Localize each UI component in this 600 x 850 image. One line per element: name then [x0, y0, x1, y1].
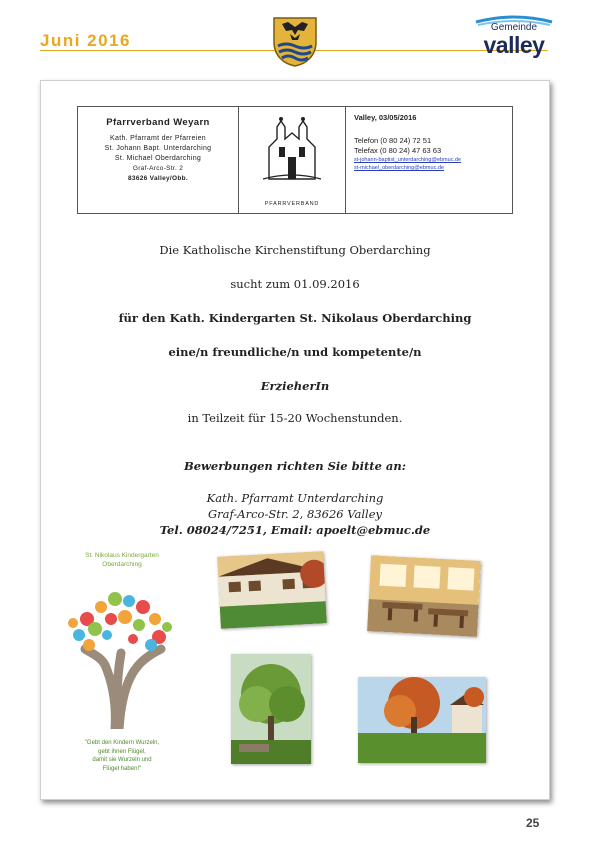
kindergarten-poster	[67, 551, 177, 787]
logo-gemeinde: Gemeinde	[490, 22, 538, 33]
poster-title: St. Nikolaus Kindergarten Oberdarching	[85, 552, 159, 568]
apply-address-1: Kath. Pfarramt Unterdarching	[206, 491, 384, 505]
job-notice-sheet	[40, 80, 550, 800]
logo-valley: valley	[483, 32, 545, 58]
letterhead-address-block	[78, 107, 239, 213]
photo-classroom	[367, 555, 481, 637]
notice-line-hours: in Teilzeit für 15-20 Wochenstunden.	[187, 411, 403, 425]
email-link[interactable]: st-johann-baptist_unterdarching@ebmuc.de	[354, 157, 462, 163]
notice-line-position: ErzieherIn	[260, 379, 330, 393]
address-line: St. Johann Bapt. Unterdarching	[104, 145, 212, 152]
poster-quote: "Gebt den Kindern Wurzeln, gebt ihnen Flügel, damit sie Wurzeln und Flügel haben!"	[84, 740, 160, 772]
letter-date: Valley, 03/05/2016	[354, 113, 417, 122]
apply-heading: Bewerbungen richten Sie bitte an:	[184, 459, 406, 473]
valley-logo	[474, 14, 554, 62]
telefon: Telefon (0 80 24) 72 51	[354, 136, 432, 145]
org-title: Pfarrverband Weyarn	[106, 117, 210, 128]
address-line: St. Michael Oberdarching	[114, 155, 202, 162]
church-emblem-icon	[259, 113, 325, 183]
issue-month: Juni 2016	[40, 31, 131, 50]
notice-line-qualities: eine/n freundliche/n und kompetente/n	[168, 345, 422, 359]
page-number: 25	[526, 816, 540, 830]
notice-line-employer: Die Katholische Kirchenstiftung Oberdarching	[159, 243, 431, 257]
letterhead	[77, 106, 513, 214]
photo-garden-tree	[231, 654, 311, 764]
municipal-crest-icon	[268, 14, 322, 68]
notice-line-date: sucht zum 01.09.2016	[230, 277, 360, 291]
email-link[interactable]: st-michael_oberdarching@ebmuc.de	[354, 165, 444, 171]
photo-kindergarten-building	[217, 551, 327, 628]
telefax: Telefax (0 80 24) 47 63 63	[354, 146, 442, 155]
tree-illustration-icon	[67, 579, 177, 729]
address-line: Kath. Pfarramt der Pfarreien	[110, 135, 206, 142]
address-line: 83626 Valley/Obb.	[127, 175, 189, 182]
apply-contact: Tel. 08024/7251, Email: apoelt@ebmuc.de	[159, 523, 431, 537]
letterhead-emblem	[239, 107, 346, 213]
apply-address-2: Graf-Arco-Str. 2, 83626 Valley	[208, 507, 382, 521]
photo-autumn-garden	[358, 677, 486, 763]
emblem-label: PFARRVERBAND	[264, 201, 320, 207]
notice-line-kindergarten: für den Kath. Kindergarten St. Nikolaus Oberdarching	[118, 311, 472, 325]
letterhead-contact-block	[346, 107, 512, 213]
address-line: Graf-Arco-Str. 2	[132, 165, 184, 172]
